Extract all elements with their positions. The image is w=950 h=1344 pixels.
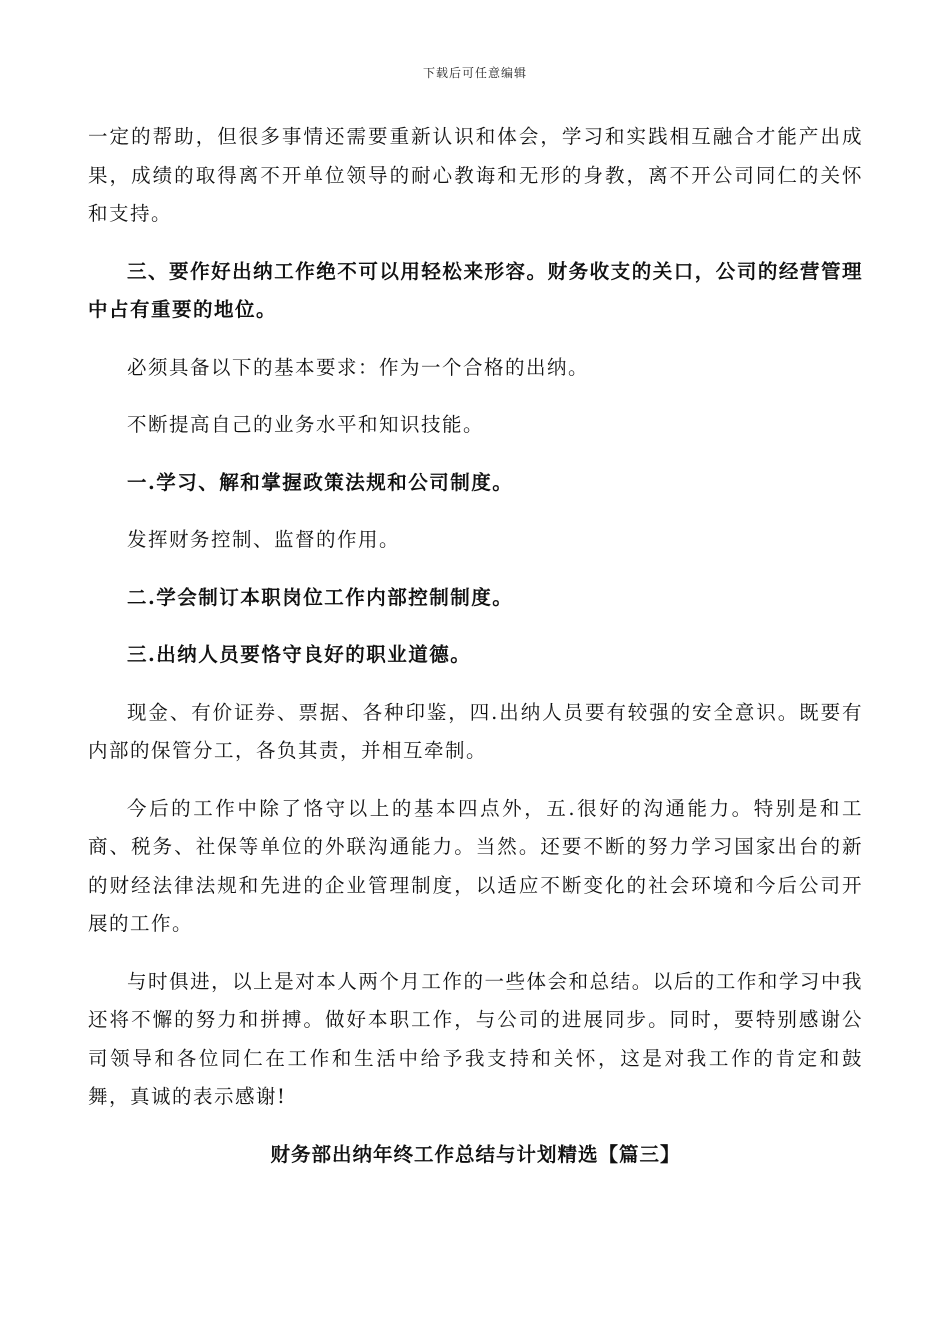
paragraph-communication: 今后的工作中除了恪守以上的基本四点外，五.很好的沟通能力。特别是和工商、税务、社保等单位的外联沟通能力。当然。还要不断的努力学习国家出台的新的财经法律法规和先进的企业管理制度，以适应不断变化的社会环境和今后公司开展的工作。 bbox=[88, 796, 863, 935]
paragraph-safety: 现金、有价证券、票据、各种印鉴，四.出纳人员要有较强的安全意识。既要有内部的保管分工，各负其责，并相互牵制。 bbox=[88, 700, 863, 762]
paragraph-conclusion: 与时俱进，以上是对本人两个月工作的一些体会和总结。以后的工作和学习中我还将不懈的努力和拼搏。做好本职工作，与公司的进展同步。同时，要特别感谢公司领导和各位同仁在工作和生活中给予我支持和关怀，这是对我工作的肯定和鼓舞，真诚的表示感谢! bbox=[88, 969, 863, 1108]
page-header: 下载后可任意编辑 bbox=[422, 66, 527, 80]
heading-point-three: 三.出纳人员要恪守良好的职业道德。 bbox=[127, 643, 472, 666]
paragraph-control: 发挥财务控制、监督的作用。 bbox=[127, 528, 401, 551]
paragraph-skills: 不断提高自己的业务水平和知识技能。 bbox=[127, 413, 485, 436]
heading-section-three: 三、要作好出纳工作绝不可以用轻松来形容。财务收支的关口，公司的经营管理中占有重要的地位。 bbox=[88, 259, 863, 321]
document-body bbox=[88, 118, 863, 1174]
paragraph-continuation: 一定的帮助，但很多事情还需要重新认识和体会，学习和实践相互融合才能产出成果，成绩的取得离不开单位领导的耐心教诲和无形的身教，离不开公司同仁的关怀和支持。 bbox=[88, 125, 863, 225]
section-title: 财务部出纳年终工作总结与计划精选【篇三】 bbox=[270, 1142, 681, 1166]
heading-point-two: 二.学会制订本职岗位工作内部控制制度。 bbox=[127, 585, 514, 609]
paragraph-requirements: 必须具备以下的基本要求：作为一个合格的出纳。 bbox=[127, 355, 590, 379]
heading-point-one: 一.学习、解和掌握政策法规和公司制度。 bbox=[127, 470, 514, 494]
